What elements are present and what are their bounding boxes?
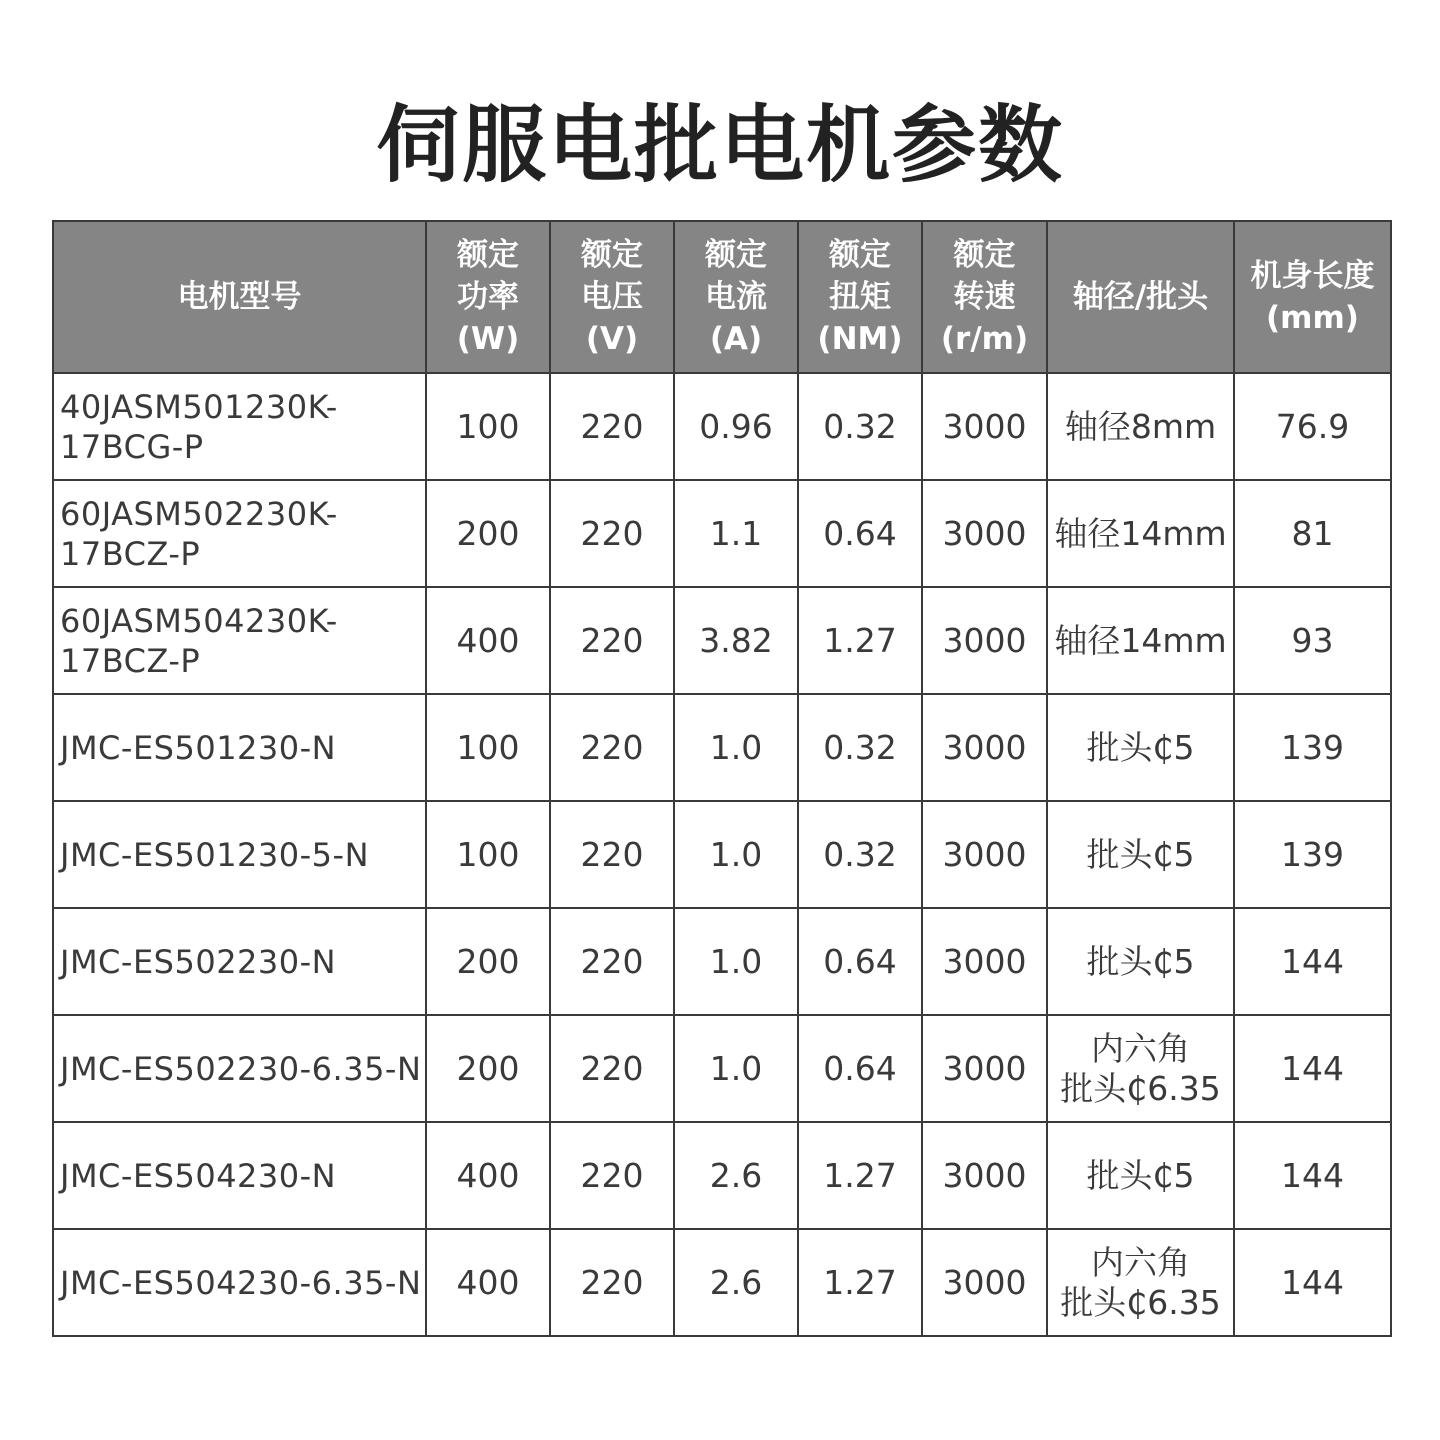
model-line: 60JASM502230K- xyxy=(60,494,338,533)
cell-length: 81 xyxy=(1234,480,1391,587)
cell-current: 2.6 xyxy=(674,1229,798,1336)
table-row xyxy=(53,587,1391,694)
shaft-line: 批头₵5 xyxy=(1086,941,1195,981)
table-row xyxy=(53,1015,1391,1122)
shaft-line: 批头₵6.35 xyxy=(1060,1282,1221,1322)
cell-current: 1.0 xyxy=(674,908,798,1015)
cell-length: 139 xyxy=(1234,801,1391,908)
cell-voltage: 220 xyxy=(550,1122,674,1229)
cell-current: 1.0 xyxy=(674,1015,798,1122)
cell-power: 100 xyxy=(426,801,550,908)
cell-shaft xyxy=(1047,480,1234,587)
table-row xyxy=(53,373,1391,480)
cell-length: 139 xyxy=(1234,694,1391,801)
cell-power: 400 xyxy=(426,587,550,694)
cell-length: 144 xyxy=(1234,1015,1391,1122)
cell-model xyxy=(53,694,426,801)
cell-speed: 3000 xyxy=(922,373,1047,480)
cell-voltage: 220 xyxy=(550,373,674,480)
cell-model xyxy=(53,373,426,480)
model-line: JMC-ES501230-N xyxy=(60,728,337,767)
shaft-line: 轴径8mm xyxy=(1064,406,1217,446)
cell-length: 76.9 xyxy=(1234,373,1391,480)
cell-torque: 0.32 xyxy=(798,694,922,801)
model-line: 17BCZ-P xyxy=(60,534,201,573)
cell-speed: 3000 xyxy=(922,1229,1047,1336)
cell-voltage: 220 xyxy=(550,908,674,1015)
cell-current: 0.96 xyxy=(674,373,798,480)
shaft-line: 内六角 xyxy=(1091,1242,1190,1282)
shaft-line: 轴径14mm xyxy=(1054,513,1227,553)
cell-model xyxy=(53,908,426,1015)
cell-shaft xyxy=(1047,694,1234,801)
model-line: 40JASM501230K- xyxy=(60,387,338,426)
table-row xyxy=(53,480,1391,587)
cell-shaft xyxy=(1047,373,1234,480)
cell-length: 144 xyxy=(1234,1229,1391,1336)
cell-shaft xyxy=(1047,1015,1234,1122)
cell-power: 200 xyxy=(426,908,550,1015)
cell-power: 100 xyxy=(426,694,550,801)
shaft-line: 内六角 xyxy=(1091,1028,1190,1068)
shaft-line: 批头₵5 xyxy=(1086,1155,1195,1195)
table-row xyxy=(53,908,1391,1015)
model-line: JMC-ES501230-5-N xyxy=(60,835,370,874)
header-rated-current: 额定 电流 (A) xyxy=(674,221,798,373)
table-row xyxy=(53,1229,1391,1336)
header-body-length: 机身长度 (mm) xyxy=(1234,221,1391,373)
shaft-line: 轴径14mm xyxy=(1054,620,1227,660)
cell-shaft xyxy=(1047,908,1234,1015)
cell-torque: 0.64 xyxy=(798,1015,922,1122)
cell-torque: 0.64 xyxy=(798,480,922,587)
cell-voltage: 220 xyxy=(550,587,674,694)
cell-speed: 3000 xyxy=(922,587,1047,694)
cell-voltage: 220 xyxy=(550,480,674,587)
cell-length: 144 xyxy=(1234,908,1391,1015)
shaft-line: 批头₵6.35 xyxy=(1060,1068,1221,1108)
cell-speed: 3000 xyxy=(922,1015,1047,1122)
cell-torque: 0.32 xyxy=(798,373,922,480)
cell-torque: 0.32 xyxy=(798,801,922,908)
model-line: JMC-ES502230-N xyxy=(60,942,337,981)
table-row xyxy=(53,801,1391,908)
header-shaft-bit: 轴径/批头 xyxy=(1047,221,1234,373)
model-line: JMC-ES502230-6.35-N xyxy=(60,1049,422,1088)
model-line: JMC-ES504230-N xyxy=(60,1156,337,1195)
cell-voltage: 220 xyxy=(550,694,674,801)
cell-model xyxy=(53,1229,426,1336)
cell-speed: 3000 xyxy=(922,801,1047,908)
header-rated-speed: 额定 转速 (r/m) xyxy=(922,221,1047,373)
table-header-row xyxy=(53,221,1391,373)
cell-model xyxy=(53,1015,426,1122)
header-rated-voltage: 额定 电压 (V) xyxy=(550,221,674,373)
cell-power: 200 xyxy=(426,1015,550,1122)
cell-power: 400 xyxy=(426,1122,550,1229)
table-body xyxy=(53,373,1391,1336)
cell-torque: 1.27 xyxy=(798,1122,922,1229)
cell-shaft xyxy=(1047,587,1234,694)
motor-parameters-table xyxy=(52,220,1392,1337)
model-line: 60JASM504230K- xyxy=(60,601,338,640)
cell-power: 400 xyxy=(426,1229,550,1336)
cell-current: 2.6 xyxy=(674,1122,798,1229)
cell-model xyxy=(53,480,426,587)
table-row xyxy=(53,1122,1391,1229)
header-rated-torque: 额定 扭矩 (NM) xyxy=(798,221,922,373)
cell-model xyxy=(53,1122,426,1229)
model-line: 17BCZ-P xyxy=(60,641,201,680)
table-row xyxy=(53,694,1391,801)
page-title: 伺服电批电机参数 xyxy=(375,96,1064,194)
model-line: JMC-ES504230-6.35-N xyxy=(60,1263,422,1302)
cell-power: 100 xyxy=(426,373,550,480)
cell-speed: 3000 xyxy=(922,480,1047,587)
cell-power: 200 xyxy=(426,480,550,587)
cell-voltage: 220 xyxy=(550,1229,674,1336)
cell-torque: 1.27 xyxy=(798,587,922,694)
cell-current: 1.0 xyxy=(674,801,798,908)
cell-torque: 1.27 xyxy=(798,1229,922,1336)
cell-voltage: 220 xyxy=(550,801,674,908)
header-rated-power: 额定 功率 (W) xyxy=(426,221,550,373)
shaft-line: 批头₵5 xyxy=(1086,834,1195,874)
cell-shaft xyxy=(1047,801,1234,908)
cell-torque: 0.64 xyxy=(798,908,922,1015)
cell-length: 144 xyxy=(1234,1122,1391,1229)
cell-shaft xyxy=(1047,1229,1234,1336)
shaft-line: 批头₵5 xyxy=(1086,727,1195,767)
cell-model xyxy=(53,801,426,908)
cell-model xyxy=(53,587,426,694)
model-line: 17BCG-P xyxy=(60,427,204,466)
cell-voltage: 220 xyxy=(550,1015,674,1122)
cell-current: 1.1 xyxy=(674,480,798,587)
cell-shaft xyxy=(1047,1122,1234,1229)
cell-current: 3.82 xyxy=(674,587,798,694)
cell-length: 93 xyxy=(1234,587,1391,694)
header-model: 电机型号 xyxy=(53,221,426,373)
cell-speed: 3000 xyxy=(922,694,1047,801)
cell-speed: 3000 xyxy=(922,908,1047,1015)
cell-current: 1.0 xyxy=(674,694,798,801)
cell-speed: 3000 xyxy=(922,1122,1047,1229)
